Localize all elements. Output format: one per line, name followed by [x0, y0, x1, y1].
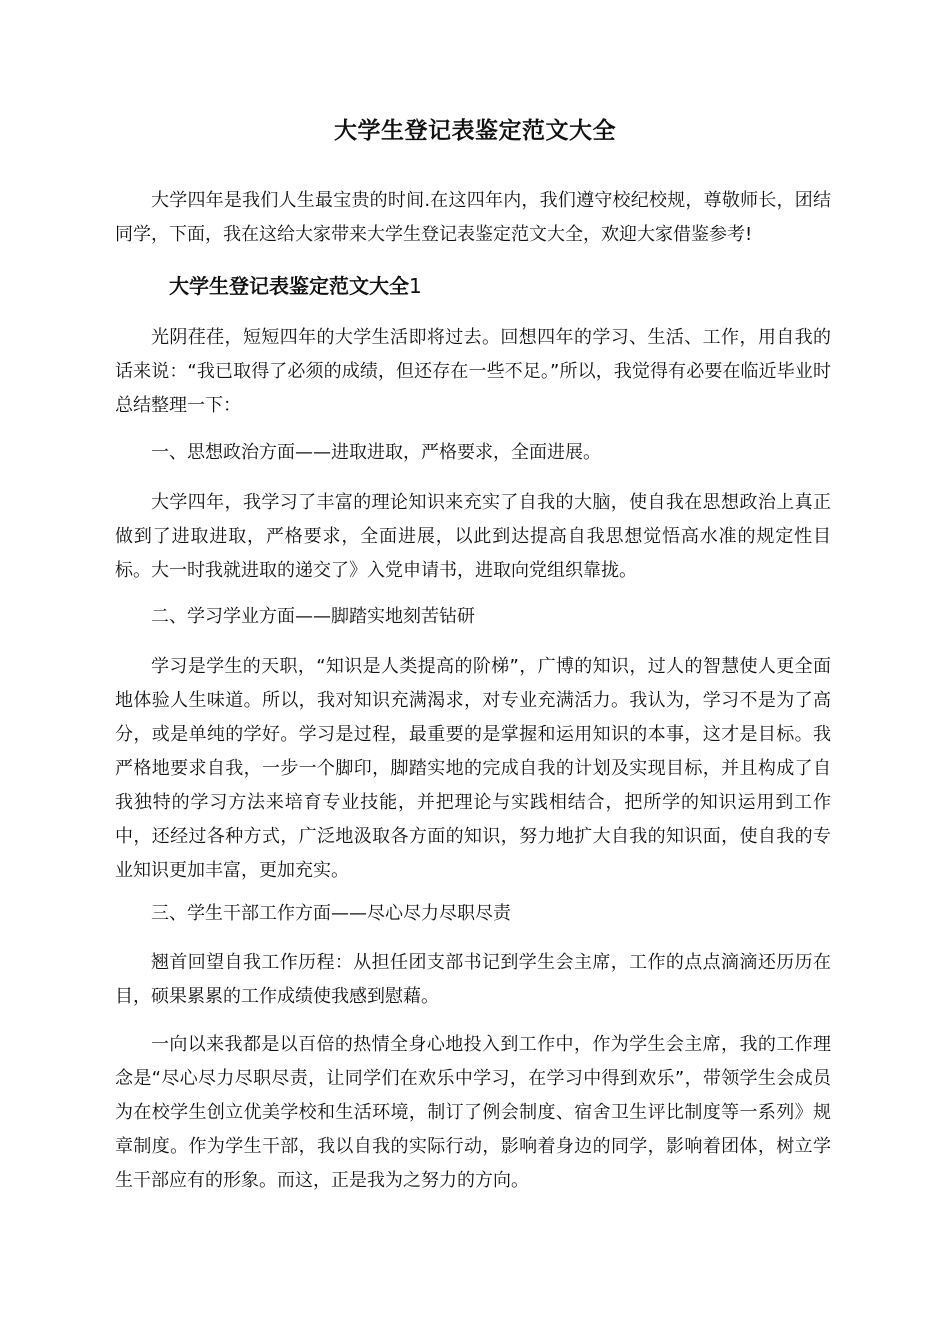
- document-title: 大学生登记表鉴定范文大全: [334, 118, 616, 144]
- paragraph-opening: 光阴荏荏，短短四年的大学生活即将过去。回想四年的学习、生活、工作，用自我的话来说：“我已取得了必须的成绩，但还存在一些不足。”所以，我觉得有必要在临近毕业时总结整理一下：: [115, 327, 831, 416]
- section-heading-number: 1: [409, 274, 422, 298]
- paragraph-political: 大学四年，我学习了丰富的理论知识来充实了自我的大脑，使自我在思想政治上真正做到了进取进取，严格要求，全面进展，以此到达提高自我思想觉悟高水准的规定性目标。大一时我就进取的递交了》入党申请书，进取向党组织靠拢。: [115, 492, 831, 581]
- subsection-study: 二、学习学业方面——脚踏实地刻苦钻研: [151, 606, 475, 627]
- section-heading-text: 大学生登记表鉴定范文大全: [169, 274, 409, 298]
- paragraph-review: 翘首回望自我工作历程：从担任团支部书记到学生会主席，工作的点点滴滴还历历在目，硕果累累的工作成绩使我感到慰藉。: [115, 952, 831, 1007]
- section-heading: [169, 269, 422, 303]
- subsection-political: 一、思想政治方面——进取进取，严格要求，全面进展。: [151, 442, 601, 463]
- paragraph-study: 学习是学生的天职，“知识是人类提高的阶梯”，广博的知识，过人的智慧使人更全面地体验人生味道。所以，我对知识充满渴求，对专业充满活力。我认为，学习不是为了高分，或是单纯的学好。学习是过程，最重要的是掌握和运用知识的本事，这才是目标。我严格地要求自我，一步一个脚印，脚踏实地的完成自我的计划及实现目标，并且构成了自我独特的学习方法来培育专业技能，并把理论与实践相结合，把所学的知识运用到工作中，还经过各种方式，广泛地汲取各方面的知识，努力地扩大自我的知识面，使自我的专业知识更加丰富，更加充实。: [115, 656, 831, 881]
- paragraph-work: 一向以来我都是以百倍的热情全身心地投入到工作中，作为学生会主席，我的工作理念是“尽心尽力尽职尽责，让同学们在欢乐中学习，在学习中得到欢乐”，带领学生会成员为在校学生创立优美学校和生活环境，制订了例会制度、宿舍卫生评比制度等一系列》规章制度。作为学生干部，我以自我的实际行动，影响着身边的同学，影响着团体，树立学生干部应有的形象。而这，正是我为之努力的方向。: [115, 1034, 831, 1191]
- intro-paragraph: 大学四年是我们人生最宝贵的时间.在这四年内，我们遵守校纪校规，尊敬师长，团结同学，下面，我在这给大家带来大学生登记表鉴定范文大全，欢迎大家借鉴参考!: [115, 190, 831, 245]
- subsection-cadre: 三、学生干部工作方面——尽心尽力尽职尽责: [151, 903, 511, 924]
